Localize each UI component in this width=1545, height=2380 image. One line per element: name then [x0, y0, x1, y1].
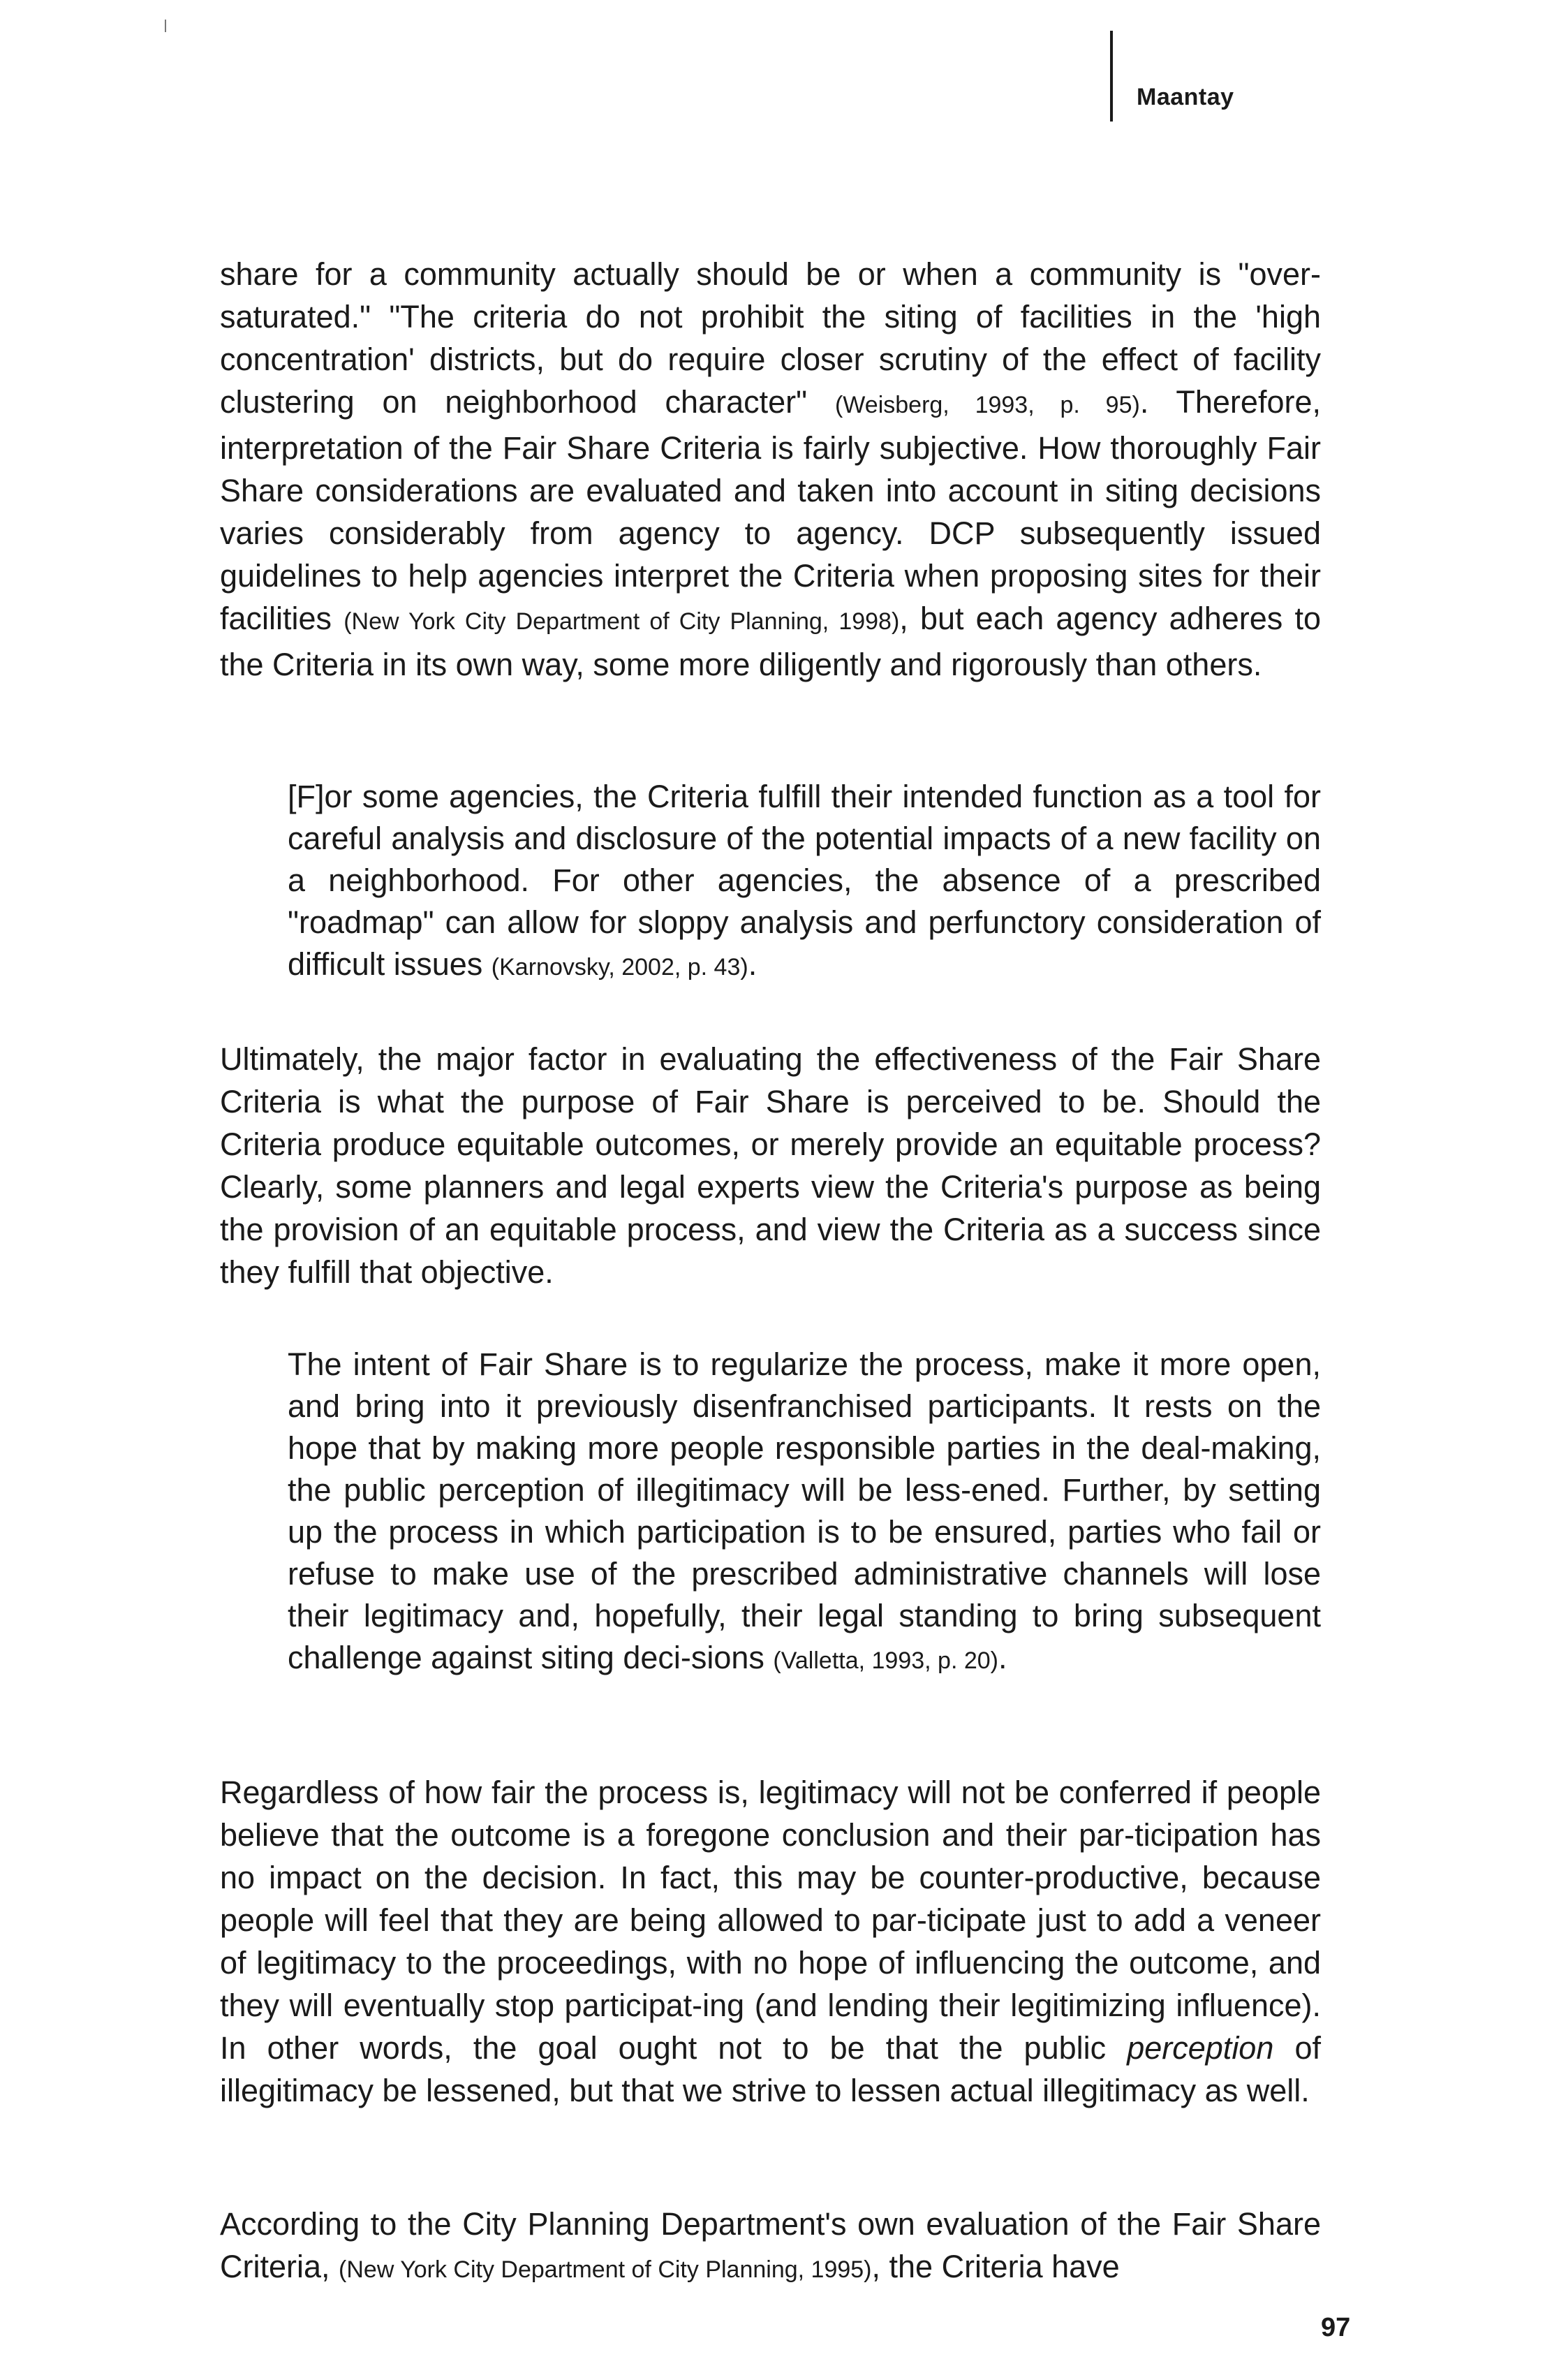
paragraph-1-text-c: , but each agency adheres to the Criteria in its own way, some more diligently and rigorously than others.	[220, 601, 1321, 682]
emphasis-perception: perception	[1127, 2030, 1274, 2066]
block-quote-2-text-a: The intent of Fair Share is to regularize the process, make it more open, and bring into it previously disenfranchised participants. It rests on the hope that by making more people responsible parties in the deal-making, the public perception of illegitimacy will be less-ened. Further, by setting up the process in which participation is to be ensured, parties who fail or refuse to make use of the prescribed administrative channels will lose their legitimacy and, hopefully, their legal standing to bring subsequent challenge against siting deci-sions	[288, 1346, 1321, 1675]
citation-dcp-1995: (New York City Department of City Planning, 1995)	[339, 2256, 872, 2283]
paragraph-1-text-b: . Therefore, interpretation of the Fair Share Criteria is fairly subjective. How thoroughly Fair Share considerations are evaluated and taken into account in siting decisions varies considerably from agency to agency. DCP subsequently issued guidelines to help agencies interpret the Criteria when proposing sites for their facilities	[220, 384, 1321, 636]
paragraph-3-text-a: Regardless of how fair the process is, legitimacy will not be conferred if people believe that the outcome is a foregone conclusion and their par-ticipation has no impact on the decision. In fact, this may be counter-productive, because people will feel that they are being allowed to par-ticipate just to add a veneer of legitimacy to the proceedings, with no hope of influencing the outcome, and they will eventually stop participat-ing (and lending their legitimizing influence). In other words, the goal ought not to be that the public	[220, 1775, 1321, 2066]
paragraph-3	[220, 1771, 1321, 2112]
block-quote-2	[288, 1344, 1321, 1682]
citation-weisberg: (Weisberg, 1993, p. 95)	[834, 392, 1140, 418]
citation-karnovsky: (Karnovsky, 2002, p. 43)	[491, 954, 748, 980]
paragraph-1	[220, 253, 1321, 686]
citation-valletta: (Valletta, 1993, p. 20)	[773, 1647, 998, 1674]
block-quote-1-text-a: [F]or some agencies, the Criteria fulfill their intended function as a tool for careful analysis and disclosure of the potential impacts of a new facility on a neighborhood. For other agencies, the absence of a prescribed "roadmap" can allow for sloppy analysis and perfunctory consideration of difficult issues	[288, 779, 1321, 982]
page-number: 97	[1321, 2313, 1351, 2342]
paragraph-4-text-a: According to the City Planning Department's own evaluation of the Fair Share Criteria,	[220, 2206, 1321, 2284]
paragraph-2: Ultimately, the major factor in evaluating the effectiveness of the Fair Share Criteria is what the purpose of Fair Share is perceived to be. Should the Criteria produce equitable outcomes, or merely provide an equitable process? Clearly, some planners and legal experts view the Criteria's purpose as being the provision of an equitable process, and view the Criteria as a success since they fulfill that objective.	[220, 1041, 1321, 1290]
header-vertical-rule	[1110, 31, 1113, 122]
block-quote-1	[288, 776, 1321, 988]
scan-artifact-mark	[165, 20, 166, 32]
paragraph-3-text-b: of illegitimacy be lessened, but that we strive to lessen actual illegitimacy as well.	[220, 2030, 1321, 2108]
citation-dcp-1998: (New York City Department of City Planning, 1998)	[343, 608, 900, 635]
paragraph-4	[220, 2203, 1321, 2291]
paragraph-1-text-a: share for a community actually should be or when a community is "over-saturated." "The criteria do not prohibit the siting of facilities in the 'high concentration' districts, but do require closer scrutiny of the effect of facility clustering on neighborhood character"	[220, 256, 1321, 420]
block-quote-1-text-b: .	[748, 946, 757, 982]
paragraph-4-text-b: , the Criteria have	[871, 2249, 1120, 2284]
running-head: Maantay	[1137, 84, 1234, 110]
block-quote-2-text-b: .	[998, 1640, 1007, 1675]
